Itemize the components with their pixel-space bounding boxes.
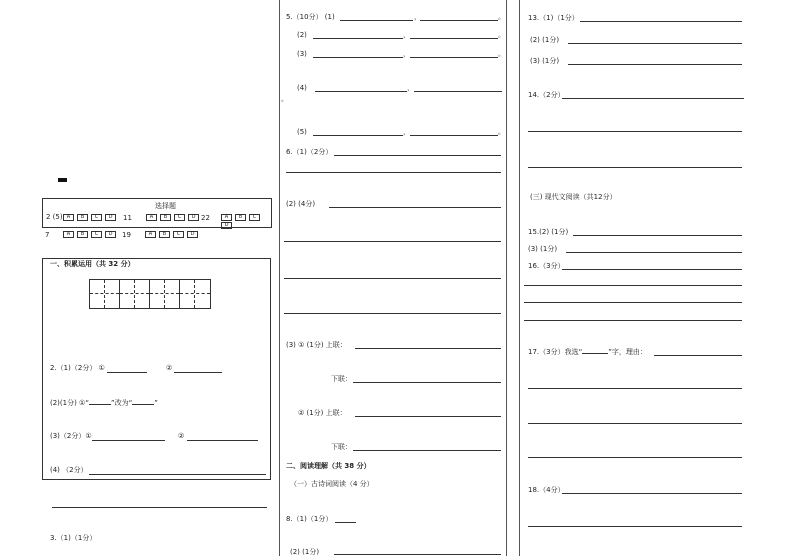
comma: ， bbox=[403, 128, 410, 136]
q15-answer[interactable] bbox=[573, 235, 742, 236]
q6-3b-shanglian[interactable] bbox=[355, 416, 501, 417]
q8-2-label: (2) (1分) bbox=[290, 548, 320, 556]
choice-options-11[interactable]: A B C D bbox=[146, 213, 202, 221]
q16-answer-d[interactable] bbox=[524, 320, 742, 321]
q5-label: 5.（10分） (1) bbox=[286, 13, 335, 21]
q2-1-label-b: ② bbox=[166, 364, 173, 372]
q2-3-label-b: ② bbox=[178, 432, 185, 440]
choice-options-22[interactable]: A B CD bbox=[221, 213, 271, 229]
period: 。 bbox=[498, 13, 505, 21]
q13-1-label: 13.（1)（1分） bbox=[528, 14, 579, 22]
q6-3b-label: ② (1分) 上联： bbox=[298, 409, 347, 417]
choice-title: 选择题 bbox=[155, 202, 176, 210]
q13-3-label: (3) (1分) bbox=[530, 57, 560, 65]
q13-2-answer[interactable] bbox=[568, 43, 742, 44]
q16-answer-c[interactable] bbox=[524, 302, 742, 303]
q3-1-label: 3.（1)（1分） bbox=[50, 534, 97, 542]
q13-3-answer[interactable] bbox=[568, 64, 742, 65]
choice-num-11: 11 bbox=[123, 214, 132, 222]
q17-label: 17.（3分）我选“ ”字，理由： bbox=[528, 348, 647, 356]
q5-5-b[interactable] bbox=[410, 135, 498, 136]
q6-3-xialian-label: 下联： bbox=[331, 375, 352, 383]
q13-1-answer[interactable] bbox=[580, 21, 742, 22]
q5-2-b[interactable] bbox=[410, 38, 498, 39]
q5-2-a[interactable] bbox=[313, 38, 403, 39]
q6-3b-xialian[interactable] bbox=[353, 450, 501, 451]
choice-options-19[interactable]: A B C D bbox=[145, 230, 201, 238]
q6-1-a[interactable] bbox=[334, 155, 501, 156]
q5-3-label: (3) bbox=[297, 50, 307, 58]
q6-2-b[interactable] bbox=[284, 241, 501, 242]
choice-num-22: 22 bbox=[201, 214, 210, 222]
q8-1-answer[interactable] bbox=[335, 522, 356, 523]
choice-options-2[interactable]: A B C D bbox=[63, 213, 119, 221]
q8-1-label: 8.（1)（1分） bbox=[286, 515, 333, 523]
black-marker bbox=[58, 178, 67, 182]
choice-box bbox=[42, 198, 272, 228]
choice-num-7: 7 bbox=[45, 231, 50, 239]
q5-3-b[interactable] bbox=[410, 57, 498, 58]
q5-5-label: (5) bbox=[297, 128, 307, 136]
choice-num-19: 19 bbox=[122, 231, 131, 239]
q17-answer-b[interactable] bbox=[528, 388, 742, 389]
q2-4-answer[interactable] bbox=[89, 474, 266, 475]
period: 。 bbox=[281, 95, 288, 103]
choice-row-1 bbox=[46, 213, 63, 221]
comma: ， bbox=[403, 31, 410, 39]
q2-3-answer-a[interactable] bbox=[92, 440, 165, 441]
column-divider-1 bbox=[279, 0, 280, 556]
q6-2-label: (2) (4分) bbox=[286, 200, 316, 208]
q18-label: 18.（4分） bbox=[528, 486, 565, 494]
q2-1-label: 2.（1)（2分） ① bbox=[50, 364, 105, 372]
q5-3-a[interactable] bbox=[313, 57, 403, 58]
q15-label: 15.(2) (1分) bbox=[528, 228, 569, 236]
q6-2-c[interactable] bbox=[284, 278, 501, 279]
q6-3-shanglian[interactable] bbox=[355, 348, 501, 349]
column-divider-2 bbox=[506, 0, 507, 556]
q16-label: 16.（3分） bbox=[528, 262, 565, 270]
q14-answer-c[interactable] bbox=[528, 167, 742, 168]
q6-3-label: (3) ① (1分) 上联： bbox=[286, 341, 347, 349]
q5-4-a[interactable] bbox=[315, 91, 407, 92]
q17-answer-a[interactable] bbox=[654, 355, 742, 356]
period: 。 bbox=[498, 128, 505, 136]
section2-title: 二、阅读理解（共 38 分） bbox=[286, 462, 371, 470]
q2-extra-line[interactable] bbox=[52, 507, 267, 508]
q6-2-a[interactable] bbox=[329, 207, 501, 208]
q2-3-label: (3)（2分）① bbox=[50, 432, 92, 440]
q14-answer-a[interactable] bbox=[562, 98, 744, 99]
q18-answer-a[interactable] bbox=[562, 493, 742, 494]
q2-2-label: (2)(1分) ①“ ”改为“ ” bbox=[50, 399, 158, 407]
q14-answer-b[interactable] bbox=[528, 131, 742, 132]
period: 。 bbox=[498, 31, 505, 39]
q15-3-answer[interactable] bbox=[566, 252, 742, 253]
q6-3b-xialian-label: 下联： bbox=[331, 443, 352, 451]
q18-answer-b[interactable] bbox=[528, 526, 742, 527]
q8-2-answer[interactable] bbox=[334, 554, 501, 555]
q2-3-answer-b[interactable] bbox=[187, 440, 258, 441]
q5-1-a[interactable] bbox=[340, 20, 413, 21]
q6-1-label: 6.（1)（2分） bbox=[286, 148, 333, 156]
q2-1-answer-a[interactable] bbox=[107, 372, 147, 373]
column-divider-3 bbox=[519, 0, 520, 556]
q6-1-b[interactable] bbox=[286, 172, 501, 173]
subsection3-title: (三) 现代文阅读（共12分） bbox=[530, 193, 617, 201]
writing-grid[interactable] bbox=[89, 279, 211, 309]
q13-2-label: (2) (1分) bbox=[530, 36, 560, 44]
q6-3-xialian[interactable] bbox=[353, 382, 501, 383]
period: 。 bbox=[498, 50, 505, 58]
q2-4-label: (4) （2分） bbox=[50, 466, 88, 474]
q15-3-label: (3) (1分) bbox=[528, 245, 558, 253]
q16-answer-a[interactable] bbox=[562, 269, 742, 270]
subsection1-title: （一）古诗词阅读（4 分） bbox=[290, 480, 374, 488]
q17-answer-d[interactable] bbox=[528, 457, 742, 458]
choice-options-7[interactable]: A B C D bbox=[63, 230, 119, 238]
choice-num-2: 2 (5) bbox=[46, 213, 63, 221]
q5-4-b[interactable] bbox=[414, 91, 502, 92]
q16-answer-b[interactable] bbox=[524, 285, 742, 286]
comma: ， bbox=[403, 50, 410, 58]
q2-1-answer-b[interactable] bbox=[174, 372, 222, 373]
q5-1-b[interactable] bbox=[420, 20, 498, 21]
section1-title: 一、积累运用（共 32 分） bbox=[50, 260, 135, 268]
q5-2-label: (2) bbox=[297, 31, 307, 39]
comma: ， bbox=[414, 13, 421, 21]
q14-label: 14.（2分） bbox=[528, 91, 565, 99]
q5-4-label: (4) bbox=[297, 84, 307, 92]
q5-5-a[interactable] bbox=[313, 135, 403, 136]
q6-2-d[interactable] bbox=[284, 313, 501, 314]
comma: ， bbox=[407, 84, 414, 92]
q17-answer-c[interactable] bbox=[528, 423, 742, 424]
